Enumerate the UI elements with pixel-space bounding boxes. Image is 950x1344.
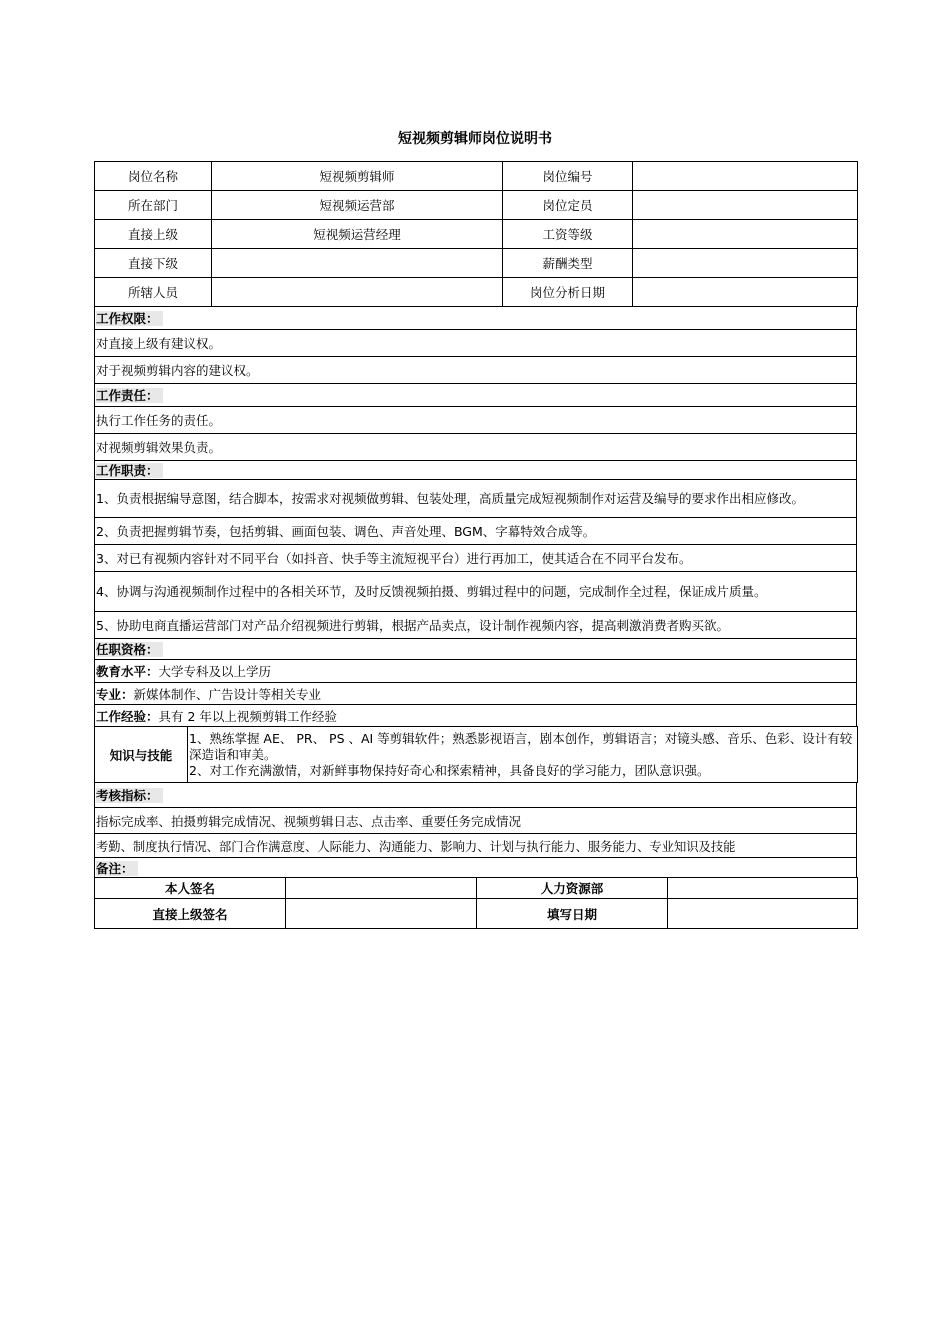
education-value: 大学专科及以上学历 (158, 664, 272, 679)
assessment-table (94, 782, 857, 878)
label-analysis-date: 岗位分析日期 (503, 278, 633, 307)
skills-table (94, 726, 858, 783)
label-salary-grade: 工资等级 (503, 220, 633, 249)
qualification-heading: 任职资格： (96, 642, 163, 657)
fill-date-field[interactable] (668, 899, 858, 929)
remarks-heading-cell (95, 858, 857, 878)
label-position-name: 岗位名称 (95, 162, 212, 191)
duty-item: 3、对已有视频内容针对不同平台（如抖音、快手等主流短视平台）进行再加工，使其适合在不同平台发布。 (95, 545, 857, 572)
job-description-form (94, 161, 857, 929)
info-row (95, 162, 858, 191)
duty-item: 1、负责根据编导意图，结合脚本，按需求对视频做剪辑、包装处理，高质量完成短视频制作对运营及编导的要求作出相应修改。 (95, 480, 857, 518)
assessment-heading: 考核指标： (96, 788, 163, 803)
value-position-name: 短视频剪辑师 (212, 162, 503, 191)
basic-info-table (94, 161, 858, 307)
label-pay-type: 薪酬类型 (503, 249, 633, 278)
major-value: 新媒体制作、广告设计等相关专业 (133, 686, 322, 702)
info-row (95, 278, 858, 307)
duties-heading-cell (95, 461, 857, 480)
value-pay-type (633, 249, 858, 278)
qualification-heading-cell (95, 639, 857, 660)
skills-label: 知识与技能 (95, 727, 188, 783)
label-department: 所在部门 (95, 191, 212, 220)
label-headcount: 岗位定员 (503, 191, 633, 220)
education-label: 教育水平： (96, 664, 159, 679)
value-department: 短视频运营部 (212, 191, 503, 220)
responsibility-item: 对视频剪辑效果负责。 (95, 434, 857, 461)
page-title: 短视频剪辑师岗位说明书 (398, 131, 552, 147)
info-row (95, 249, 858, 278)
value-staff (212, 278, 503, 307)
responsibility-heading-cell (95, 384, 857, 407)
skills-line: 2、对工作充满激情，对新鲜事物保持好奇心和探索精神，具备良好的学习能力，团队意识强。 (189, 762, 710, 778)
remarks-heading: 备注： (96, 861, 138, 876)
self-signature-label: 本人签名 (95, 878, 286, 899)
duty-item: 4、协调与沟通视频制作过程中的各相关环节，及时反馈视频拍摄、剪辑过程中的问题，完成制作全过程，保证成片质量。 (95, 572, 857, 612)
duty-item: 5、协助电商直播运营部门对产品介绍视频进行剪辑，根据产品卖点，设计制作视频内容，提高刺激消费者购买欲。 (95, 612, 857, 639)
authority-item: 对于视频剪辑内容的建议权。 (95, 357, 857, 384)
value-salary-grade (633, 220, 858, 249)
duty-item: 2、负责把握剪辑节奏，包括剪辑、画面包装、调色、声音处理、BGM、字幕特效合成等。 (95, 518, 857, 545)
major-label: 专业： (96, 686, 134, 702)
major-row (95, 683, 857, 705)
label-position-code: 岗位编号 (503, 162, 633, 191)
value-direct-superior: 短视频运营经理 (212, 220, 503, 249)
supervisor-signature-label: 直接上级签名 (95, 899, 286, 929)
assessment-item: 指标完成率、拍摄剪辑完成情况、视频剪辑日志、点击率、重要任务完成情况 (95, 808, 857, 834)
assessment-heading-cell (95, 783, 857, 808)
skills-line: 1、熟练掌握 AE、 PR、 PS 、AI 等剪辑软件；熟悉影视语言，剧本创作，剪辑语言；对镜头感、音乐、色彩、设计有较深造诣和审美。 (189, 730, 853, 762)
responsibility-heading: 工作责任： (96, 388, 163, 403)
hr-field[interactable] (668, 878, 858, 899)
duties-heading: 工作职责： (96, 463, 163, 478)
info-row (95, 220, 858, 249)
self-signature-field[interactable] (286, 878, 477, 899)
value-analysis-date (633, 278, 858, 307)
value-direct-subordinate (212, 249, 503, 278)
education-row (95, 660, 857, 683)
authority-heading-cell (95, 307, 857, 330)
authority-heading: 工作权限： (96, 311, 163, 326)
label-staff: 所辖人员 (95, 278, 212, 307)
fill-date-label: 填写日期 (477, 899, 668, 929)
authority-item: 对直接上级有建议权。 (95, 330, 857, 357)
experience-label: 工作经验： (96, 708, 159, 724)
hr-label: 人力资源部 (477, 878, 668, 899)
value-headcount (633, 191, 858, 220)
info-row (95, 191, 858, 220)
responsibility-item: 执行工作任务的责任。 (95, 407, 857, 434)
value-position-code (633, 162, 858, 191)
experience-row (95, 705, 857, 727)
details-table (94, 306, 857, 727)
label-direct-subordinate: 直接下级 (95, 249, 212, 278)
experience-value: 具有 2 年以上视频剪辑工作经验 (158, 708, 337, 724)
assessment-item: 考勤、制度执行情况、部门合作满意度、人际能力、沟通能力、影响力、计划与执行能力、服务能力、专业知识及技能 (95, 834, 857, 858)
label-direct-superior: 直接上级 (95, 220, 212, 249)
supervisor-signature-field[interactable] (286, 899, 477, 929)
signature-table (94, 877, 858, 929)
skills-content (188, 727, 858, 783)
